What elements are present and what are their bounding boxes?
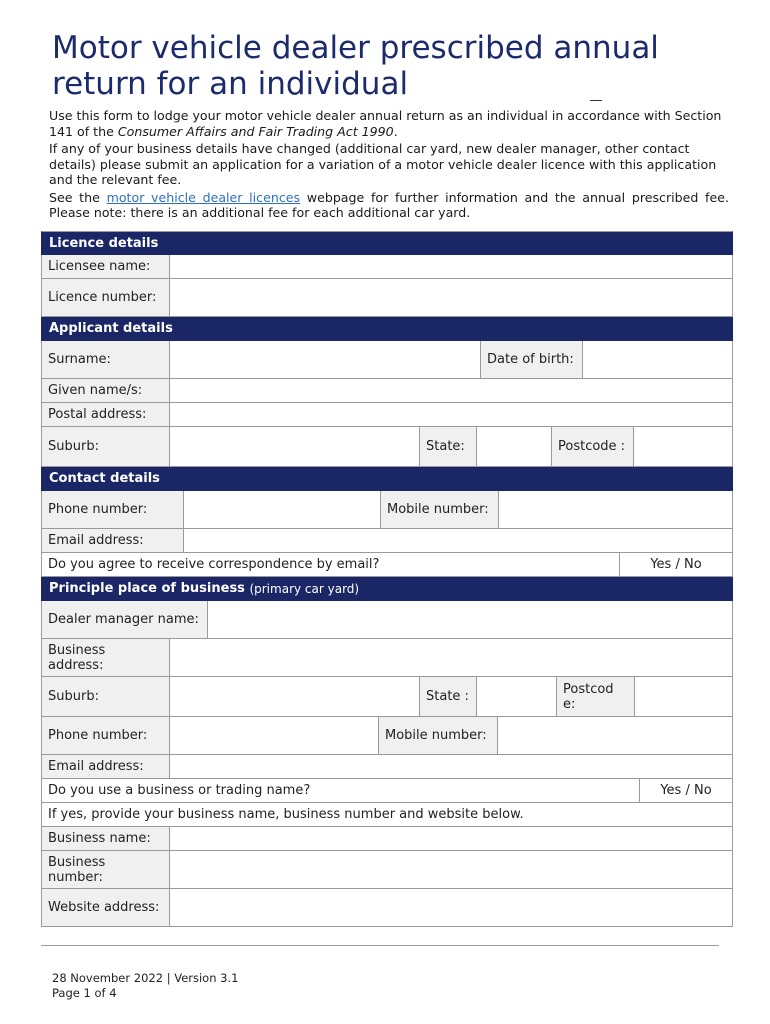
business-details-header: [41, 577, 733, 601]
section-title: Licence details: [49, 236, 159, 251]
section-title: Applicant details: [49, 321, 173, 336]
business-name-label: Business name:: [42, 827, 170, 850]
licence-details-header: [41, 231, 733, 255]
page-footer: [52, 971, 238, 1001]
website-label: Website address:: [42, 889, 170, 926]
business-number-row: [41, 851, 733, 889]
business-suburb-row: [41, 677, 733, 717]
business-address-label: Business address:: [42, 639, 170, 676]
business-phone-input[interactable]: [170, 717, 379, 754]
business-phone-label: Phone number:: [42, 717, 170, 754]
dob-label: Date of birth:: [481, 341, 583, 378]
postal-address-input[interactable]: [170, 403, 732, 426]
footer-date-version: 28 November 2022 | Version 3.1: [52, 971, 239, 985]
email-consent-yes-no[interactable]: Yes / No: [620, 553, 732, 576]
business-state-input[interactable]: [477, 677, 557, 716]
email-consent-question: Do you agree to receive correspondence by email?: [42, 553, 620, 576]
mobile-label: Mobile number:: [381, 491, 499, 528]
given-names-label: Given name/s:: [42, 379, 170, 402]
trading-name-question: Do you use a business or trading name?: [42, 779, 640, 802]
suburb-label: Suburb:: [42, 427, 170, 466]
if-yes-instruction: If yes, provide your business name, business number and website below.: [42, 803, 732, 826]
dealer-licences-link[interactable]: motor vehicle dealer licences: [106, 189, 301, 205]
given-names-row: [41, 379, 733, 403]
website-input[interactable]: [170, 889, 732, 926]
suburb-input[interactable]: [170, 427, 420, 466]
intro-p3-text: See the: [49, 189, 107, 205]
section-title: Principle place of business: [49, 581, 245, 596]
intro-paragraph-3: [49, 190, 729, 221]
business-mobile-input[interactable]: [498, 717, 732, 754]
intro-p1-end: .: [393, 123, 398, 139]
if-yes-row: [41, 803, 733, 827]
contact-email-row: [41, 529, 733, 553]
contact-phone-row: [41, 491, 733, 529]
business-suburb-label: Suburb:: [42, 677, 170, 716]
licence-number-label: Licence number:: [42, 279, 170, 316]
business-postcode-label: Postcod e:: [557, 677, 635, 716]
applicant-details-header: [41, 317, 733, 341]
business-email-label: Email address:: [42, 755, 170, 778]
business-phone-row: [41, 717, 733, 755]
trading-name-yes-no[interactable]: Yes / No: [640, 779, 732, 802]
business-name-row: [41, 827, 733, 851]
annual-return-form: [41, 231, 733, 927]
dob-input[interactable]: [583, 341, 732, 378]
business-number-label: Business number:: [42, 851, 170, 888]
business-name-input[interactable]: [170, 827, 732, 850]
intro-text: [49, 108, 729, 223]
postal-address-row: [41, 403, 733, 427]
suburb-row: [41, 427, 733, 467]
business-address-input[interactable]: [170, 639, 732, 676]
email-label: Email address:: [42, 529, 184, 552]
licensee-name-row: [41, 255, 733, 279]
intro-p1-text: Use this form to lodge your motor vehicle dealer annual return as an individual in accordance with Section 141 of the: [49, 108, 722, 139]
postal-address-label: Postal address:: [42, 403, 170, 426]
postcode-label: Postcode :: [552, 427, 634, 466]
state-input[interactable]: [477, 427, 552, 466]
business-email-row: [41, 755, 733, 779]
business-number-input[interactable]: [170, 851, 732, 888]
footer-page-number: Page 1 of 4: [52, 986, 117, 1000]
business-suburb-input[interactable]: [170, 677, 420, 716]
dealer-manager-row: [41, 601, 733, 639]
title-underscore-mark: [590, 100, 602, 101]
email-input[interactable]: [184, 529, 732, 552]
postcode-input[interactable]: [634, 427, 732, 466]
business-email-input[interactable]: [170, 755, 732, 778]
licensee-name-label: Licensee name:: [42, 255, 170, 278]
surname-input[interactable]: [170, 341, 481, 378]
trading-name-question-row: [41, 779, 733, 803]
intro-p3-end: webpage for further information and the annual prescribed fee. Please note: there is an additional fee for each additional car yard.: [49, 189, 729, 220]
business-state-label: State :: [420, 677, 477, 716]
footer-divider: [41, 945, 719, 946]
website-row: [41, 889, 733, 927]
intro-paragraph-1: [49, 108, 729, 139]
surname-label: Surname:: [42, 341, 170, 378]
section-subtitle: (primary car yard): [249, 582, 360, 596]
phone-input[interactable]: [184, 491, 381, 528]
business-postcode-input[interactable]: [635, 677, 732, 716]
email-consent-row: [41, 553, 733, 577]
phone-label: Phone number:: [42, 491, 184, 528]
given-names-input[interactable]: [170, 379, 732, 402]
business-address-row: [41, 639, 733, 677]
licence-number-input[interactable]: [170, 279, 732, 316]
page-title: Motor vehicle dealer prescribed annual return for an individual: [52, 30, 659, 102]
contact-details-header: [41, 467, 733, 491]
licence-number-row: [41, 279, 733, 317]
business-mobile-label: Mobile number:: [379, 717, 498, 754]
licensee-name-input[interactable]: [170, 255, 732, 278]
dealer-manager-label: Dealer manager name:: [42, 601, 208, 638]
act-name: Consumer Affairs and Fair Trading Act 1990: [117, 123, 394, 139]
mobile-input[interactable]: [499, 491, 732, 528]
section-title: Contact details: [49, 471, 160, 486]
state-label: State:: [420, 427, 477, 466]
surname-row: [41, 341, 733, 379]
intro-paragraph-2: If any of your business details have changed (additional car yard, new dealer manager, other contact details) please submit an application for a variation of a motor vehicle dealer licence with this application and the relevant fee.: [49, 141, 717, 187]
dealer-manager-input[interactable]: [208, 601, 732, 638]
